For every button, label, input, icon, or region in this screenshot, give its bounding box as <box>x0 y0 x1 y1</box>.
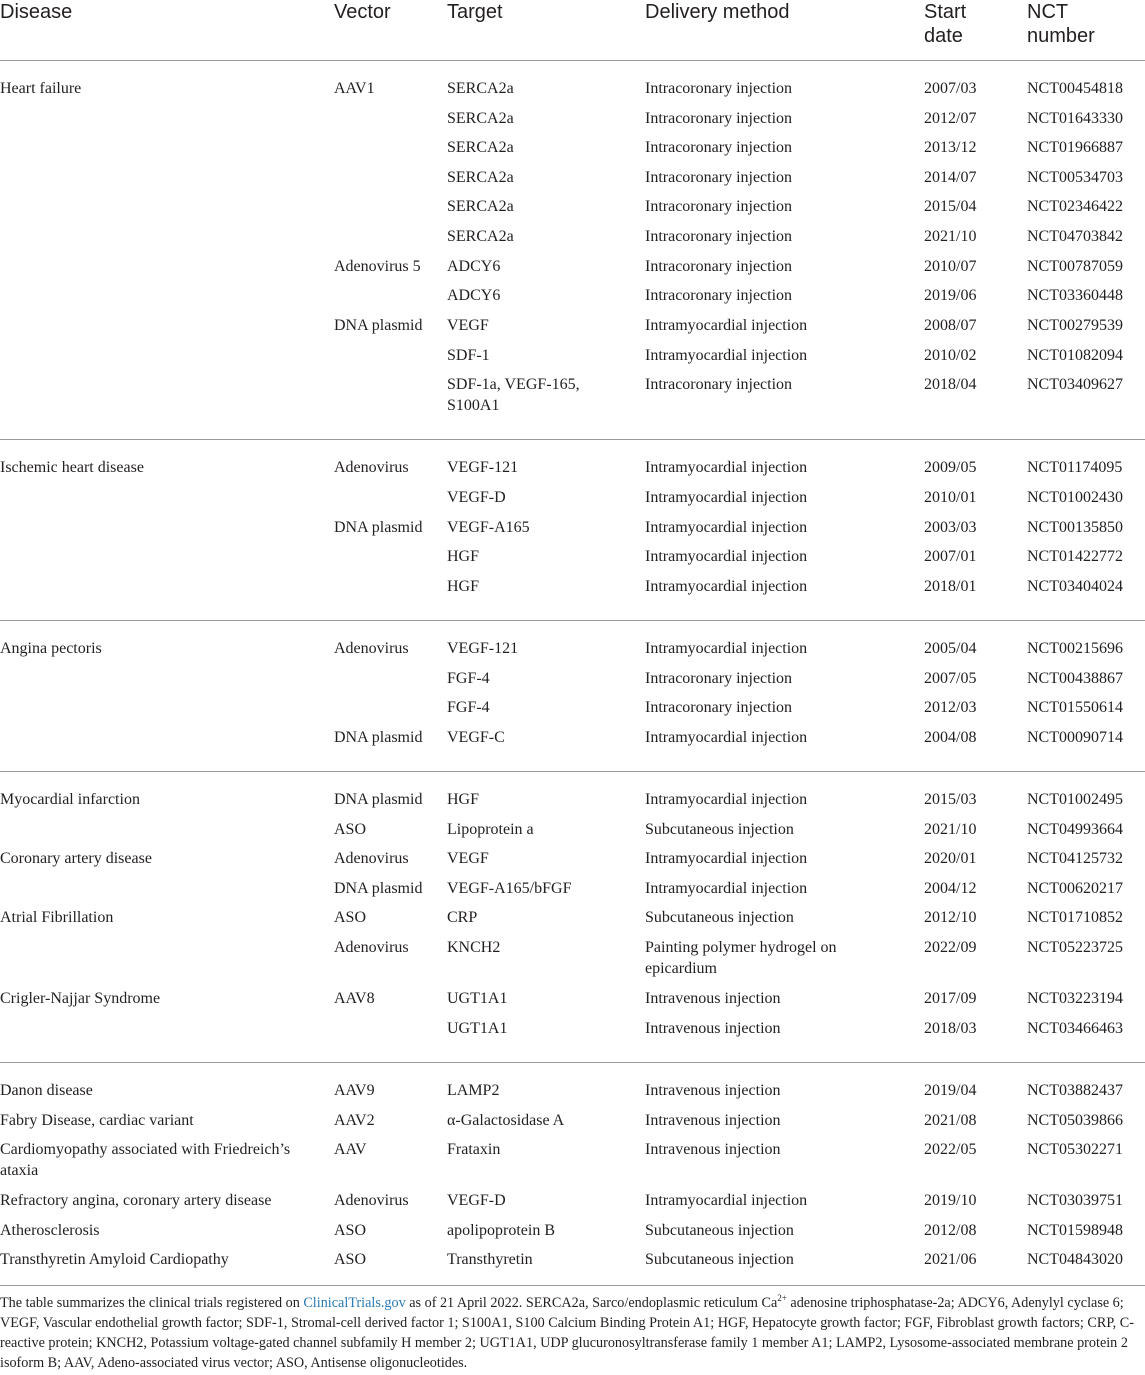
cell-vector: DNA plasmid <box>334 729 423 746</box>
cell-target: HGF <box>447 548 480 565</box>
footnote-text: adenosine triphosphatase-2a; ADCY6, Adenylyl cyclase 6; VEGF, Vascular endothelial growth factor; SDF-1, Stromal-cell derived factor 1; S100A1, S100 Calcium Binding Protein A1; HGF, Hepatocyte growth factor; FGF, Fibroblast growth factors; CRP, C-reactive protein; KNCH2, Potassium voltage-gated channel subfamily H member 2; UGT1A1, UDP glucuronosyltransferase family 1 member A1; LAMP2, Lysosome-associated membrane protein 2 isoform B; AAV, Adeno-associated virus vector; ASO, Antisense oligonucleotides. <box>0 1295 1134 1371</box>
cell-start-date: 2022/09 <box>924 939 977 956</box>
cell-delivery-method: Subcutaneous injection <box>645 1222 794 1239</box>
cell-delivery-method: Intracoronary injection <box>645 198 793 215</box>
cell-start-date: 2013/12 <box>924 139 977 156</box>
cell-start-date: 2014/07 <box>924 169 977 186</box>
cell-target: SERCA2a <box>447 80 514 97</box>
cell-target: LAMP2 <box>447 1082 500 1099</box>
cell-nct-number: NCT05302271 <box>1027 1141 1123 1158</box>
cell-delivery-method: Intramyocardial injection <box>645 489 808 506</box>
cell-delivery-method: Intracoronary injection <box>645 110 793 127</box>
cell-target: VEGF-C <box>447 729 505 746</box>
cell-target: VEGF <box>447 850 489 867</box>
cell-delivery-method: Intramyocardial injection <box>645 578 808 595</box>
cell-start-date: 2019/06 <box>924 287 977 304</box>
cell-target: α-Galactosidase A <box>447 1112 565 1129</box>
cell-disease: Refractory angina, coronary artery disease <box>0 1192 272 1209</box>
cell-nct-number: NCT00438867 <box>1027 670 1123 687</box>
header-delivery-method: Delivery method <box>645 1 790 23</box>
header-rule <box>0 60 1145 61</box>
header-start-date: Start date <box>924 1 967 47</box>
cell-nct-number: NCT04993664 <box>1027 821 1123 838</box>
cell-disease: Heart failure <box>0 80 82 97</box>
cell-nct-number: NCT03360448 <box>1027 287 1123 304</box>
cell-target: VEGF-A165 <box>447 519 530 536</box>
cell-disease: Crigler-Najjar Syndrome <box>0 990 161 1007</box>
cell-start-date: 2010/07 <box>924 258 977 275</box>
cell-delivery-method: Intracoronary injection <box>645 228 793 245</box>
cell-nct-number: NCT00620217 <box>1027 880 1123 897</box>
cell-vector: DNA plasmid <box>334 880 423 897</box>
cell-nct-number: NCT01422772 <box>1027 548 1123 565</box>
header-disease: Disease <box>0 1 73 23</box>
cell-vector: Adenovirus <box>334 850 409 867</box>
cell-delivery-method: Intramyocardial injection <box>645 640 808 657</box>
cell-delivery-method: Intramyocardial injection <box>645 347 808 364</box>
cell-delivery-method: Intracoronary injection <box>645 670 793 687</box>
cell-start-date: 2021/08 <box>924 1112 977 1129</box>
cell-delivery-method: Intravenous injection <box>645 990 781 1007</box>
cell-delivery-method: Intracoronary injection <box>645 287 793 304</box>
cell-nct-number: NCT00534703 <box>1027 169 1123 186</box>
cell-start-date: 2021/06 <box>924 1251 977 1268</box>
cell-target: apolipoprotein B <box>447 1222 555 1239</box>
cell-nct-number: NCT03409627 <box>1027 376 1123 393</box>
cell-nct-number: NCT00279539 <box>1027 317 1123 334</box>
footnote-text: The table summarizes the clinical trials registered on <box>0 1295 304 1311</box>
cell-start-date: 2018/04 <box>924 376 977 393</box>
cell-vector: DNA plasmid <box>334 791 423 808</box>
cell-vector: DNA plasmid <box>334 317 423 334</box>
cell-start-date: 2018/01 <box>924 578 977 595</box>
cell-start-date: 2009/05 <box>924 459 977 476</box>
cell-start-date: 2007/01 <box>924 548 977 565</box>
cell-start-date: 2010/02 <box>924 347 977 364</box>
cell-start-date: 2018/03 <box>924 1020 977 1037</box>
cell-start-date: 2019/10 <box>924 1192 977 1209</box>
clinicaltrials-link[interactable]: ClinicalTrials.gov <box>303 1295 406 1311</box>
cell-delivery-method: Intravenous injection <box>645 1020 781 1037</box>
header-target: Target <box>447 1 503 23</box>
cell-nct-number: NCT01710852 <box>1027 909 1123 926</box>
cell-start-date: 2019/04 <box>924 1082 977 1099</box>
cell-disease: Coronary artery disease <box>0 850 152 867</box>
cell-start-date: 2020/01 <box>924 850 977 867</box>
group-rule <box>0 771 1145 772</box>
cell-target: HGF <box>447 578 480 595</box>
cell-nct-number: NCT00454818 <box>1027 80 1123 97</box>
cell-vector: ASO <box>334 909 367 926</box>
cell-delivery-method: Subcutaneous injection <box>645 909 794 926</box>
cell-delivery-method: Intracoronary injection <box>645 699 793 716</box>
cell-vector: Adenovirus <box>334 939 409 956</box>
cell-start-date: 2003/03 <box>924 519 977 536</box>
cell-vector: Adenovirus 5 <box>334 258 421 275</box>
cell-nct-number: NCT03223194 <box>1027 990 1123 1007</box>
cell-nct-number: NCT05223725 <box>1027 939 1123 956</box>
cell-nct-number: NCT04125732 <box>1027 850 1123 867</box>
cell-vector: DNA plasmid <box>334 519 423 536</box>
cell-nct-number: NCT01966887 <box>1027 139 1123 156</box>
cell-nct-number: NCT01550614 <box>1027 699 1123 716</box>
cell-target: SDF-1 <box>447 347 490 364</box>
cell-target: ADCY6 <box>447 287 501 304</box>
cell-start-date: 2012/03 <box>924 699 977 716</box>
cell-vector: ASO <box>334 821 367 838</box>
cell-nct-number: NCT00135850 <box>1027 519 1123 536</box>
cell-target: HGF <box>447 791 480 808</box>
header-vector: Vector <box>334 1 391 23</box>
cell-target: VEGF-D <box>447 489 506 506</box>
cell-disease: Danon disease <box>0 1082 93 1099</box>
cell-disease: Angina pectoris <box>0 640 102 657</box>
cell-nct-number: NCT03404024 <box>1027 578 1123 595</box>
cell-nct-number: NCT03466463 <box>1027 1020 1123 1037</box>
cell-nct-number: NCT01643330 <box>1027 110 1123 127</box>
cell-target: SERCA2a <box>447 228 514 245</box>
cell-start-date: 2007/03 <box>924 80 977 97</box>
cell-target: SDF-1a, VEGF-165, S100A1 <box>447 376 580 414</box>
cell-target: Transthyretin <box>447 1251 533 1268</box>
cell-target: VEGF <box>447 317 489 334</box>
cell-nct-number: NCT04843020 <box>1027 1251 1123 1268</box>
cell-vector: Adenovirus <box>334 1192 409 1209</box>
cell-target: FGF-4 <box>447 699 490 716</box>
cell-vector: Adenovirus <box>334 640 409 657</box>
cell-nct-number: NCT01598948 <box>1027 1222 1123 1239</box>
cell-delivery-method: Intracoronary injection <box>645 80 793 97</box>
header-nct-number: NCT number <box>1027 1 1095 47</box>
cell-target: CRP <box>447 909 478 926</box>
cell-nct-number: NCT01002430 <box>1027 489 1123 506</box>
cell-start-date: 2010/01 <box>924 489 977 506</box>
cell-start-date: 2015/03 <box>924 791 977 808</box>
cell-target: VEGF-A165/bFGF <box>447 880 572 897</box>
cell-target: VEGF-121 <box>447 459 519 476</box>
cell-delivery-method: Intramyocardial injection <box>645 850 808 867</box>
cell-disease: Transthyretin Amyloid Cardiopathy <box>0 1251 229 1268</box>
cell-start-date: 2021/10 <box>924 228 977 245</box>
footnote-text: as of 21 April 2022. SERCA2a, Sarco/endoplasmic reticulum Ca <box>405 1295 778 1311</box>
cell-vector: Adenovirus <box>334 459 409 476</box>
cell-delivery-method: Intravenous injection <box>645 1112 781 1129</box>
cell-delivery-method: Intracoronary injection <box>645 139 793 156</box>
cell-start-date: 2004/08 <box>924 729 977 746</box>
cell-nct-number: NCT01002495 <box>1027 791 1123 808</box>
cell-target: UGT1A1 <box>447 990 508 1007</box>
cell-delivery-method: Subcutaneous injection <box>645 821 794 838</box>
cell-target: VEGF-121 <box>447 640 519 657</box>
group-rule <box>0 1285 1145 1286</box>
cell-delivery-method: Intravenous injection <box>645 1141 781 1158</box>
cell-start-date: 2021/10 <box>924 821 977 838</box>
cell-nct-number: NCT02346422 <box>1027 198 1123 215</box>
cell-nct-number: NCT00215696 <box>1027 640 1123 657</box>
cell-target: KNCH2 <box>447 939 501 956</box>
cell-disease: Ischemic heart disease <box>0 459 144 476</box>
cell-vector: AAV8 <box>334 990 375 1007</box>
cell-delivery-method: Intracoronary injection <box>645 376 793 393</box>
cell-delivery-method: Intracoronary injection <box>645 169 793 186</box>
cell-disease: Fabry Disease, cardiac variant <box>0 1112 194 1129</box>
cell-delivery-method: Intramyocardial injection <box>645 317 808 334</box>
cell-delivery-method: Intracoronary injection <box>645 258 793 275</box>
cell-delivery-method: Intramyocardial injection <box>645 791 808 808</box>
cell-delivery-method: Painting polymer hydrogel on epicardium <box>645 939 837 977</box>
cell-target: SERCA2a <box>447 198 514 215</box>
group-rule <box>0 620 1145 621</box>
cell-disease: Cardiomyopathy associated with Friedreich’s ataxia <box>0 1141 291 1179</box>
table-footnote <box>0 1293 1145 1373</box>
group-rule <box>0 1062 1145 1063</box>
cell-target: VEGF-D <box>447 1192 506 1209</box>
cell-nct-number: NCT01082094 <box>1027 347 1123 364</box>
cell-disease: Atrial Fibrillation <box>0 909 114 926</box>
cell-start-date: 2015/04 <box>924 198 977 215</box>
cell-delivery-method: Subcutaneous injection <box>645 1251 794 1268</box>
cell-start-date: 2007/05 <box>924 670 977 687</box>
cell-nct-number: NCT00787059 <box>1027 258 1123 275</box>
cell-start-date: 2017/09 <box>924 990 977 1007</box>
cell-delivery-method: Intramyocardial injection <box>645 519 808 536</box>
cell-nct-number: NCT03039751 <box>1027 1192 1123 1209</box>
cell-vector: ASO <box>334 1251 367 1268</box>
cell-vector: AAV2 <box>334 1112 375 1129</box>
cell-target: SERCA2a <box>447 139 514 156</box>
cell-vector: AAV9 <box>334 1082 375 1099</box>
cell-disease: Atherosclerosis <box>0 1222 100 1239</box>
cell-nct-number: NCT05039866 <box>1027 1112 1123 1129</box>
footnote-superscript: 2+ <box>777 1293 787 1303</box>
cell-target: Frataxin <box>447 1141 501 1158</box>
cell-delivery-method: Intramyocardial injection <box>645 729 808 746</box>
cell-target: Lipoprotein a <box>447 821 534 838</box>
cell-start-date: 2012/08 <box>924 1222 977 1239</box>
cell-start-date: 2012/10 <box>924 909 977 926</box>
cell-vector: ASO <box>334 1222 367 1239</box>
cell-start-date: 2005/04 <box>924 640 977 657</box>
cell-disease: Myocardial infarction <box>0 791 140 808</box>
cell-target: FGF-4 <box>447 670 490 687</box>
cell-nct-number: NCT04703842 <box>1027 228 1123 245</box>
cell-delivery-method: Intramyocardial injection <box>645 1192 808 1209</box>
cell-delivery-method: Intramyocardial injection <box>645 459 808 476</box>
cell-nct-number: NCT00090714 <box>1027 729 1123 746</box>
cell-delivery-method: Intravenous injection <box>645 1082 781 1099</box>
cell-target: SERCA2a <box>447 169 514 186</box>
cell-vector: AAV1 <box>334 80 375 97</box>
cell-delivery-method: Intramyocardial injection <box>645 548 808 565</box>
cell-target: SERCA2a <box>447 110 514 127</box>
cell-start-date: 2008/07 <box>924 317 977 334</box>
cell-start-date: 2022/05 <box>924 1141 977 1158</box>
cell-target: UGT1A1 <box>447 1020 508 1037</box>
cell-nct-number: NCT03882437 <box>1027 1082 1123 1099</box>
cell-nct-number: NCT01174095 <box>1027 459 1123 476</box>
cell-vector: AAV <box>334 1141 367 1158</box>
cell-start-date: 2004/12 <box>924 880 977 897</box>
cell-target: ADCY6 <box>447 258 501 275</box>
cell-start-date: 2012/07 <box>924 110 977 127</box>
group-rule <box>0 439 1145 440</box>
cell-delivery-method: Intramyocardial injection <box>645 880 808 897</box>
